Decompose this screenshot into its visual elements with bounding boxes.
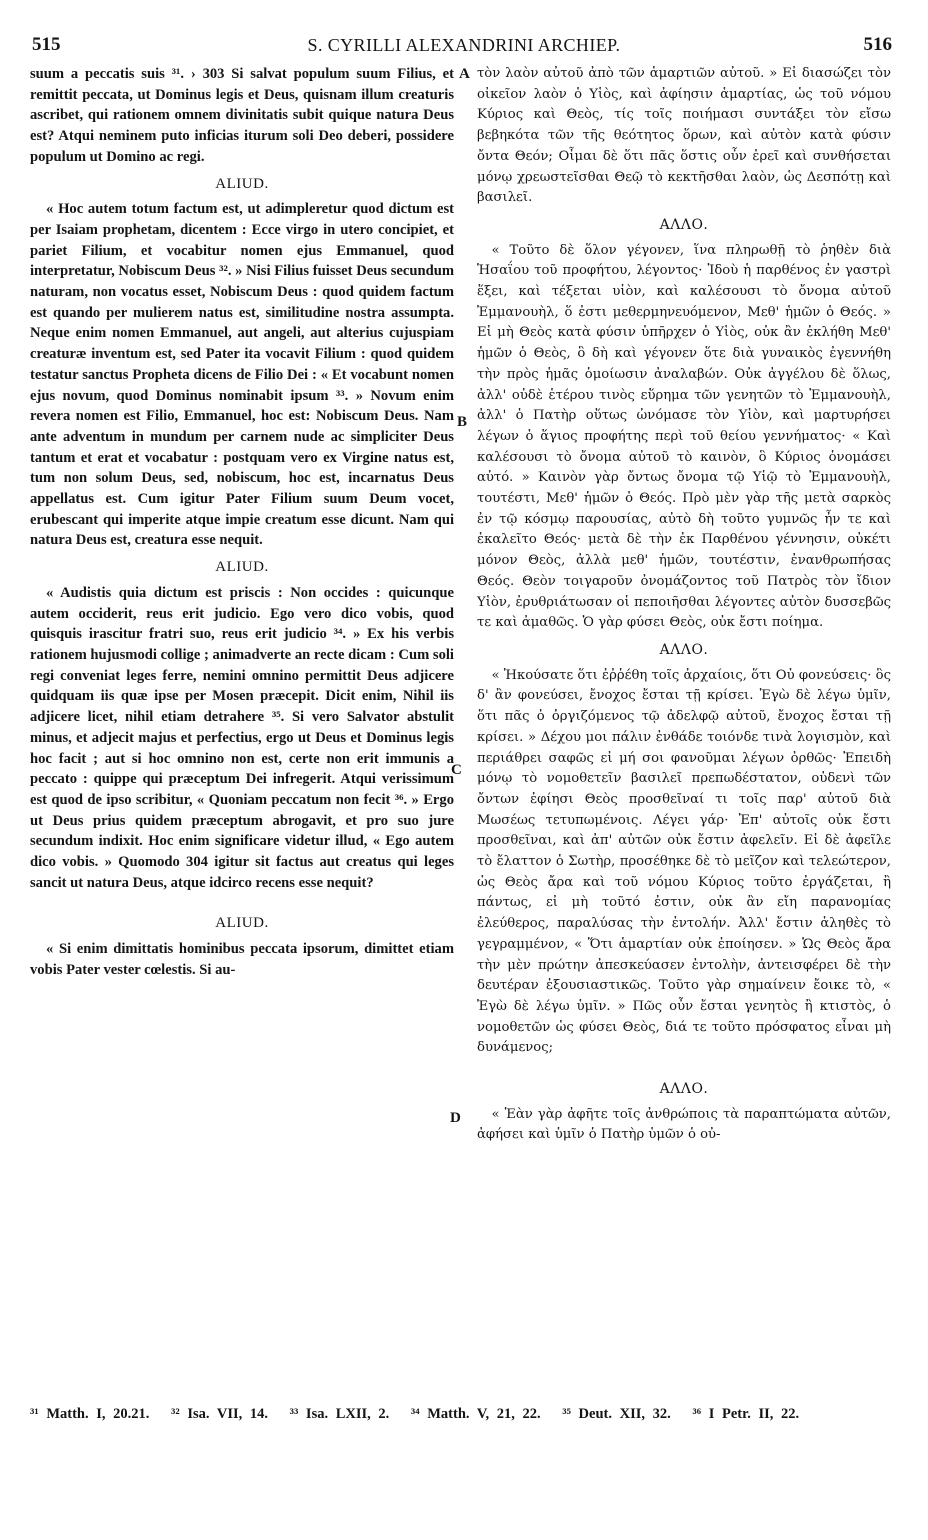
latin-heading-1: ALIUD. xyxy=(215,175,269,192)
margin-marker-b: B xyxy=(457,414,468,430)
running-title: S. CYRILLI ALEXANDRINI ARCHIEP. xyxy=(307,35,621,55)
page-header xyxy=(30,34,898,64)
footnote-35: ³⁵ Deut. XII, 32. xyxy=(562,1406,671,1422)
greek-heading-3: ΑΛΛΟ. xyxy=(659,1081,709,1098)
footnote-31: ³¹ Matth. I, 20.21. xyxy=(30,1406,150,1422)
latin-paragraph-3: « Audistis quia dictum est priscis : Non occides : quicunque autem occiderit, reus erit judicio. Ego vero dico vobis, quod quisquis irascitur fratri suo, reus erit judicio ³⁴. » Ex his verbis rationem hujusmodi collige ; animadverte an recte dicam : Cum soli regi conveniat leges ferre, nemini omnino permittit Deus adjicere quidquam iis quæ ipse per Mosen præcepit. Dicit enim, Nihil iis adjicere licet, nihil etiam detrahere ³⁵. Si vero Salvator abstulit minus, et adjecit majus et perfectius, ergo ut Deus et Dominus legis hoc facit ; aut si hoc omnino non est, certe non erit immunis a peccato : quippe qui præceptum Dei infregerit. Atqui verissimum est quod de ipso scribitur, « Quoniam peccatum non fecit ³⁶. » Ergo ut Deus prius quidem præceptum abrogavit, et pro suo jure secundum indixit. Hoc enim significare videtur illud, « Ego autem dico vobis. » Quomodo 304 igitur sit factus aut creatus qui leges sancit ut natura Deus, atque idcirco recens esse nequit? xyxy=(30,584,454,891)
footnote-32: ³² Isa. VII, 14. xyxy=(171,1406,268,1422)
latin-paragraph-4: « Si enim dimittatis hominibus peccata ipsorum, dimittet etiam vobis Pater vester cœlestis. Si au- xyxy=(30,941,454,978)
margin-marker-d: D xyxy=(450,1110,461,1126)
latin-paragraph-1: suum a peccatis suis ³¹. › 303 Si salvat populum suum Filius, et remittit peccata, ut Dominus legis et Deus, quisnam illum creaturis ascribet, qui rationem omnem divinitatis subit quique natura Deus est? Atqui neminem puto inficias iturum soli Deo deberi, possidere populum ut Domino ac regi. xyxy=(30,66,454,165)
greek-heading-2: ΑΛΛΟ. xyxy=(659,641,709,658)
greek-heading-1: ΑΛΛΟ. xyxy=(659,216,709,233)
footnote-33: ³³ Isa. LXII, 2. xyxy=(289,1406,390,1422)
page-number-left: 515 xyxy=(32,34,61,55)
greek-paragraph-4: « Ἐὰν γὰρ ἀφῆτε τοῖς ἀνθρώποις τὰ παραπτώματα αὐτῶν, ἀφήσει καὶ ὑμῖν ὁ Πατὴρ ὑμῶν ὁ οὐ- xyxy=(477,1106,891,1143)
footnotes xyxy=(30,1404,898,1424)
greek-paragraph-3: « Ἠκούσατε ὅτι ἐῤῥέθη τοῖς ἀρχαίοις, ὅτι Οὐ φονεύσεις· ὃς δ' ἂν φονεύσει, ἔνοχος ἔσται τῇ κρίσει. Ἐγὼ δὲ λέγω ὑμῖν, ὅτι πᾶς ὁ ὀργιζόμενος τῷ ἀδελφῷ αὐτοῦ, ἔνοχος ἔσται τῇ κρίσει. » Δέχου μοι πάλιν ἐνθάδε τοιόνδε τινὰ λογισμὸν, καὶ περιάθρει σαφῶς εἰ μή σοι φανοῦμαι λέγων ὀρθῶς· Ἐπειδὴ μόνῳ τὸ νομοθετεῖν βασιλεῖ πρεπωδέστατον, οὐδενὶ τῶν ὄντων ἐφίησι Θεὸς προσθεῖναί τι τοῖς παρ' αὐτοῦ διὰ Μωσέως τετυπωμένοις. Λέγει γάρ· Ἐπ' αὐτοῖς οὐκ ἔστι προσθεῖναι, καὶ ἀπ' αὐτῶν οὐκ ἔστιν ἀφελεῖν. Εἰ δὲ ἀφεῖλε τὸ ἔλαττον ὁ Σωτὴρ, προσέθηκε δὲ τὸ μεῖζον καὶ τελεώτερον, ὡς Θεὸς ἄρα καὶ τοῦ νόμου Κύριος τοῦτο ἐργάζεται, ἢ πάντως, εἰ μὴ τοῦτό ἐστιν, οὐκ ἂν εἴη παρανομίας ἐλεύθερος, παραλύσας τὴν ἐντολήν. Ἀλλ' ἔστιν ἀληθὲς τὸ γεγραμμένον, « Ὅτι ἁμαρτίαν οὐκ ἐποίησεν. » Ὡς Θεὸς ἄρα τὴν μὲν πρώτην ἀπεσκεύασεν ἐντολὴν, ἀντεισφέρει δὲ τὴν δευτέραν ἐξουσιαστικῶς. Τοῦτο γὰρ σημαίνειν ἔοικε τὸ, « Ἐγὼ δὲ λέγω ὑμῖν. » Πῶς οὖν ἔσται γενητὸς ἢ κτιστὸς, ὁ νομοθετῶν ὡς φύσει Θεὸς, διά τε τοῦτο πρόσφατος εἶναι μὴ δυνάμενος; xyxy=(477,667,891,1056)
page-number-right: 516 xyxy=(863,34,892,55)
margin-marker-c: C xyxy=(451,762,462,778)
greek-paragraph-1: τὸν λαὸν αὐτοῦ ἀπὸ τῶν ἁμαρτιῶν αὐτοῦ. » Εἰ διασώζει τὸν οἰκεῖον λαὸν ὁ Υἱὸς, καὶ ἀφίησιν ἁμαρτίας, ὡς τοῦ νόμου Κύριος καὶ Θεὸς, τίς τοῖς ποιήμασι συντάξει τὸν εἴσω βεβηκότα τῶν τῆς θεότητος ὅρων, καὶ αὐτὸν κατὰ φύσιν ὄντα Θεόν; Οἶμαι δὲ ὅτι πᾶς ὅστις οὖν ἐρεῖ καὶ συνθήσεται μόνῳ χρεωστεῖσθαι Θεῷ τὸ κεκτῆσθαι λαὸν, ὡς Δεσπότῃ καὶ βασιλεῖ. xyxy=(477,66,891,206)
greek-paragraph-2: « Τοῦτο δὲ ὅλον γέγονεν, ἵνα πληρωθῇ τὸ ῥηθὲν διὰ Ἡσαΐου τοῦ προφήτου, λέγοντος· Ἰδοὺ ἡ παρθένος ἐν γαστρὶ ἕξει, καὶ τέξεται υἱὸν, καὶ καλέσουσι τὸ ὄνομα αὐτοῦ Ἐμμανουὴλ, ὅ ἐστι μεθερμηνευόμενον, Μεθ' ἡμῶν ὁ Θεός. » Εἰ μὴ Θεὸς κατὰ φύσιν ὑπῆρχεν ὁ Υἱὸς, οὐκ ἂν ἐκλήθη Μεθ' ἡμῶν ὁ Θεὸς, ὃ δὴ καὶ γέγονεν ὅτε διὰ γυναικὸς ἐγεννήθη τὴν πρὸς ἡμᾶς ὁμοίωσιν ἀναλαβών. Οὐκ ἀγγέλου δὲ ὅλως, ἀλλ' οὐδὲ ἑτέρου τινὸς εὕρημα τῶν γενητῶν τὸ Ἐμμανουὴλ, ἀλλ' ὁ Πατὴρ οὕτως ὠνόμασε τὸν Υἱὸν, καὶ μαρτυρήσει λέγων ὁ ἅγιος προφήτης περὶ τοῦ θείου γεννήματος· « Καὶ καλέσουσι τὸ ὄνομα αὐτοῦ τὸ καινὸν, ὃ Κύριος ὀνομάσει αὐτό. » Καινὸν γὰρ ὄντως ὄνομα τῷ Υἱῷ τὸ Ἐμμανουὴλ, τουτέστι, Μεθ' ἡμῶν ὁ Θεός. Πρὸ μὲν γὰρ τῆς μετὰ σαρκὸς ἐν τῷ κόσμῳ παρουσίας, αὐτὸ δὴ τοῦτο γυμνῶς ἦν τε καὶ ἐκαλεῖτο Θεός· μετὰ δὲ τὴν ἐκ Παρθένου γέννησιν, οὐκέτι μόνον Θεὸς, ἀλλὰ μεθ' ἡμῶν, τουτέστιν, ἐνανθρωπήσας Θεός. Θεὸν τοιγαροῦν ὀνομάζοντος τοῦ Πατρὸς τὸν ἴδιον Υἱὸν, ἐρυθριάτωσαν οἱ πεποιῆσθαι λέγοντες αὐτὸν δυσσεβῶς τε καὶ ἀμαθῶς. Ὁ γὰρ φύσει Θεὸς, οὐκ ἔστι ποίημα. xyxy=(477,242,891,631)
latin-column xyxy=(30,64,454,981)
greek-column xyxy=(477,64,891,1146)
footnote-36: ³⁶ I Petr. II, 22. xyxy=(692,1406,800,1422)
latin-paragraph-2: « Hoc autem totum factum est, ut adimpleretur quod dictum est per Isaiam prophetam, dicentem : Ecce virgo in utero concipiet, et pariet Filium, et vocabitur nomen ejus Emmanuel, quod interpretatur, Nobiscum Deus ³². » Nisi Filius fuisset Deus secundum naturam, non vocatus esset, Nobiscum Deus : quod quidem factum est quando per mulierem natus est, similitudine nostra assumpta. Neque enim nomen Emmanuel, aut angeli, aut alterius cujuspiam creaturæ inventum est, sed Pater ita vocavit Filium : quod quidem testatur sanctus Propheta dicens de Filio Dei : « Et vocabunt nomen ejus novum, quod Dominus nominabit ipsum ³³. » Novum enim revera nomen est Filio, Emmanuel, hoc est: Nobiscum Deus. Nam ante adventum in mundum per carnem nude ac simpliciter Deus tantum et erat et vocabatur : postquam vero ex Virgine natus est, tum non solum Deus, sed, nobiscum, hoc est, incarnatus Deus appellatus est. Cum igitur Pater Filium suum Deum vocet, erubescant qui imperite atque impie creatum esse dicunt. Nam qui natura Deus est, creatura esse nequit. xyxy=(30,201,454,549)
latin-heading-3: ALIUD. xyxy=(215,915,269,932)
footnote-34: ³⁴ Matth. V, 21, 22. xyxy=(410,1406,541,1422)
margin-marker-a: A xyxy=(459,66,470,82)
latin-heading-2: ALIUD. xyxy=(215,559,269,576)
